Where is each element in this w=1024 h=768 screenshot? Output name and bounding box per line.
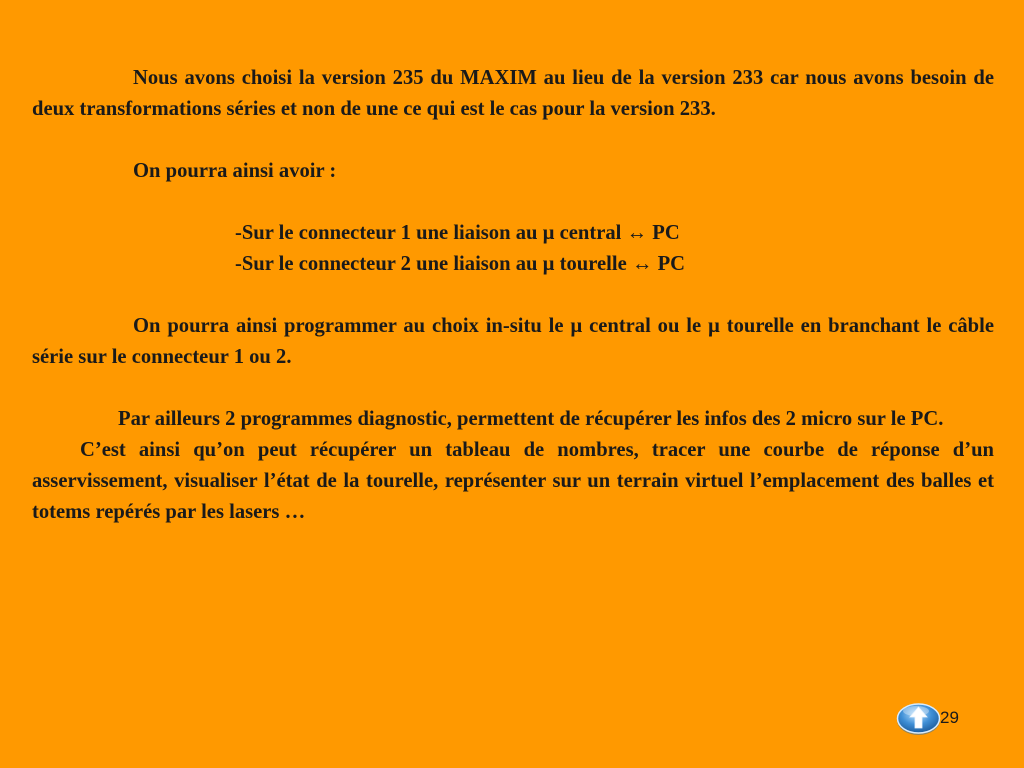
list-item-connector-1: -Sur le connecteur 1 une liaison au µ central ↔ PC [235, 222, 680, 244]
up-navigation-button[interactable] [896, 702, 941, 736]
paragraph-spacer [32, 280, 994, 311]
paragraph-spacer [32, 187, 994, 218]
paragraph-diagnostic: Par ailleurs 2 programmes diagnostic, permettent de récupérer les infos des 2 micro sur le PC. [118, 408, 944, 430]
slide-content [32, 63, 994, 528]
paragraph-programming: On pourra ainsi programmer au choix in-situ le µ central ou le µ tourelle en branchant le câble série sur le connecteur 1 ou 2. [32, 315, 994, 368]
paragraph-intro-list: On pourra ainsi avoir : [133, 160, 337, 182]
paragraph-version-choice: Nous avons choisi la version 235 du MAXIM au lieu de la version 233 car nous avons besoin de deux transformations séries et non de une ce qui est le cas pour la version 233. [32, 67, 994, 120]
list-item-connector-2: -Sur le connecteur 2 une liaison au µ tourelle ↔ PC [235, 253, 686, 275]
up-arrow-icon [896, 702, 941, 736]
paragraph-spacer [32, 373, 994, 404]
paragraph-capabilities: C’est ainsi qu’on peut récupérer un tableau de nombres, tracer une courbe de réponse d’un asservissement, visualiser l’état de la tourelle, représenter sur un terrain virtuel l’emplacement des balles et totems repérés par les lasers … [32, 439, 994, 523]
paragraph-spacer [32, 125, 994, 156]
page-number: 29 [940, 708, 959, 727]
